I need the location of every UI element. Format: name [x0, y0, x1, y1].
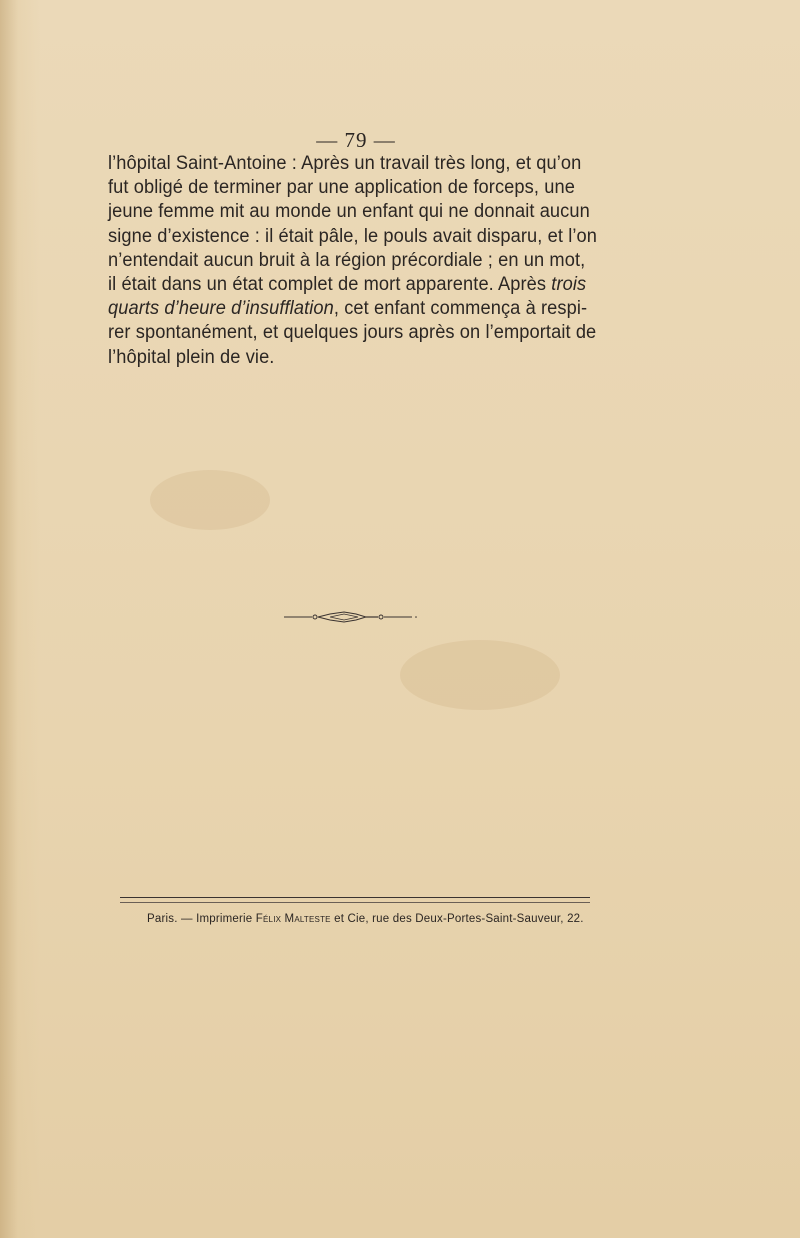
footer-rule: [120, 897, 590, 898]
text-line: rer spontanément, et quelques jours après on l’emportait de: [108, 322, 597, 344]
body-paragraph: [108, 152, 597, 370]
footer-rule-thin: [120, 902, 590, 903]
text-line: n’entendait aucun bruit à la région précordiale ; en un mot,: [108, 249, 586, 271]
text-line: quarts d’heure d’insufflation, cet enfant commença à respi-: [108, 298, 588, 320]
paper-stain: [400, 640, 560, 710]
text-line: fut obligé de terminer par une application de forceps, une: [108, 177, 575, 199]
text-line: l’hôpital Saint-Antoine : Après un travail très long, et qu’on: [108, 153, 582, 174]
printer-name: Félix Malteste: [255, 913, 331, 925]
text-line: il était dans un état complet de mort apparente. Après trois: [108, 274, 587, 296]
page-number: — 79 —: [316, 128, 396, 152]
text-line: jeune femme mit au monde un enfant qui ne donnait aucun: [108, 201, 590, 223]
paper-stain: [150, 470, 270, 530]
italic-text: trois: [551, 274, 587, 296]
italic-text: quarts d’heure d’insufflation: [108, 298, 334, 320]
printer-imprint: Paris. — Imprimerie Félix Malteste et Cie, rue des Deux-Portes-Saint-Sauveur, 22.: [147, 913, 584, 925]
text-line: l’hôpital plein de vie.: [108, 346, 275, 368]
text-line: signe d’existence : il était pâle, le pouls avait disparu, et l’on: [108, 225, 597, 247]
decorative-ornament-divider: [282, 610, 422, 624]
